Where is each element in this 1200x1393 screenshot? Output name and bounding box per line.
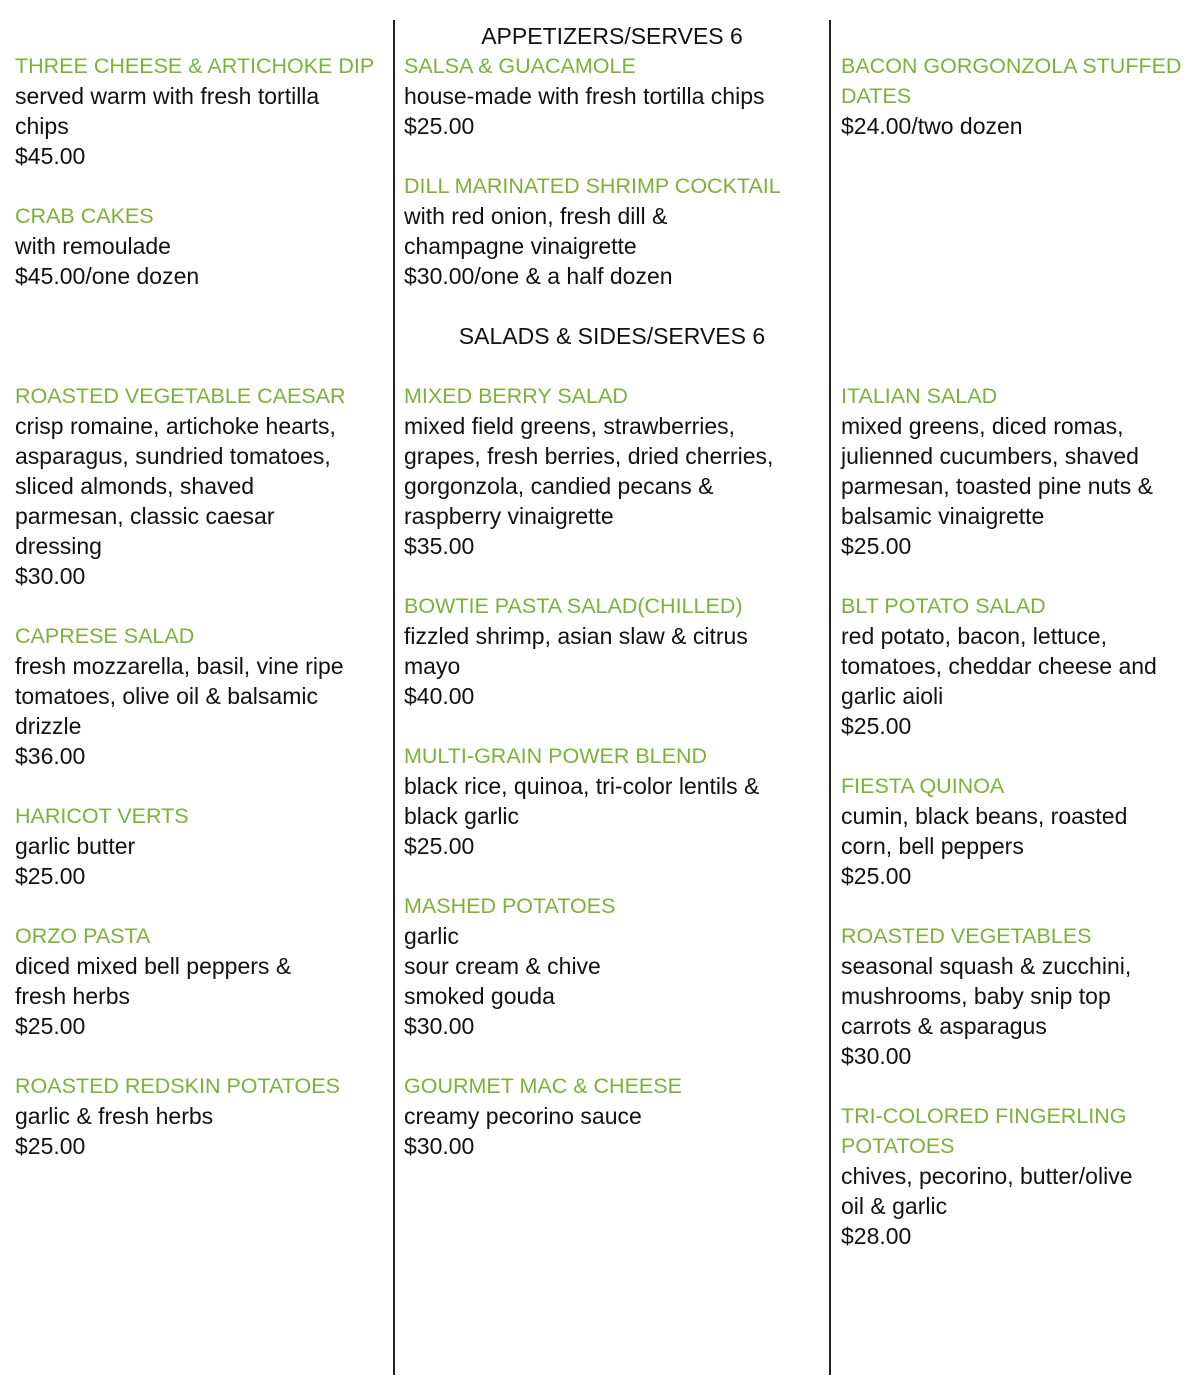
menu-item-description: fresh mozzarella, basil, vine ripe xyxy=(15,653,344,679)
menu-item-name: MIXED BERRY SALAD xyxy=(404,384,628,408)
menu-item xyxy=(841,1101,1193,1251)
menu-item xyxy=(404,741,824,861)
menu-item-name: BOWTIE PASTA SALAD(CHILLED) xyxy=(404,594,743,618)
menu-item-name: FIESTA QUINOA xyxy=(841,774,1005,798)
menu-item-name: BLT POTATO SALAD xyxy=(841,594,1046,618)
menu-item-description: parmesan, toasted pine nuts & xyxy=(841,473,1153,499)
menu-item-name: ORZO PASTA xyxy=(15,924,151,948)
menu-item-description: parmesan, classic caesar xyxy=(15,503,275,529)
menu-item-description: seasonal squash & zucchini, xyxy=(841,953,1132,979)
menu-item-name: ROASTED VEGETABLES xyxy=(841,924,1092,948)
menu-item-description: asparagus, sundried tomatoes, xyxy=(15,443,331,469)
menu-item xyxy=(404,171,824,291)
menu-item xyxy=(15,201,385,291)
appetizers-column-1 xyxy=(15,51,385,321)
appetizers-column-2 xyxy=(404,51,824,321)
appetizers-column-3 xyxy=(841,51,1193,171)
menu-item-price: $28.00 xyxy=(841,1223,912,1249)
menu-item-price: $35.00 xyxy=(404,533,475,559)
salads-column-2 xyxy=(404,381,824,1191)
menu-item-description: oil & garlic xyxy=(841,1193,948,1219)
menu-item xyxy=(404,51,824,141)
menu-item xyxy=(841,921,1193,1071)
menu-item-description: grapes, fresh berries, dried cherries, xyxy=(404,443,774,469)
menu-item-description: garlic butter xyxy=(15,833,136,859)
menu-item xyxy=(841,771,1193,891)
menu-item-description: smoked gouda xyxy=(404,983,555,1009)
menu-item-price: $30.00/one & a half dozen xyxy=(404,263,673,289)
menu-item-description: black garlic xyxy=(404,803,520,829)
menu-item-description: garlic xyxy=(404,923,459,949)
menu-item-description: mixed field greens, strawberries, xyxy=(404,413,736,439)
column-divider-right xyxy=(829,20,831,1375)
menu-item xyxy=(15,1071,385,1161)
menu-item-description: champagne vinaigrette xyxy=(404,233,637,259)
menu-item xyxy=(15,621,385,771)
menu-item-description: balsamic vinaigrette xyxy=(841,503,1045,529)
menu-item-name: MULTI-GRAIN POWER BLEND xyxy=(404,744,708,768)
menu-item-name: CRAB CAKES xyxy=(15,204,154,228)
menu-item-name: ITALIAN SALAD xyxy=(841,384,998,408)
menu-item-description: mixed greens, diced romas, xyxy=(841,413,1124,439)
menu-item-description: mushrooms, baby snip top xyxy=(841,983,1111,1009)
menu-item xyxy=(404,381,824,561)
menu-item-description: sour cream & chive xyxy=(404,953,601,979)
menu-item-description: diced mixed bell peppers & xyxy=(15,953,292,979)
menu-item-description: served warm with fresh tortilla xyxy=(15,83,320,109)
menu-item-description: black rice, quinoa, tri-color lentils & xyxy=(404,773,760,799)
menu-item xyxy=(404,1071,824,1161)
menu-item-description: house-made with fresh tortilla chips xyxy=(404,83,765,109)
menu-item xyxy=(15,801,385,891)
menu-item-description: carrots & asparagus xyxy=(841,1013,1047,1039)
menu-item-description: chives, pecorino, butter/olive xyxy=(841,1163,1133,1189)
menu-item-name: DILL MARINATED SHRIMP COCKTAIL xyxy=(404,174,781,198)
menu-item xyxy=(841,591,1193,741)
menu-item xyxy=(15,51,385,171)
menu-item-name: SALSA & GUACAMOLE xyxy=(404,54,636,78)
menu-item-description: garlic aioli xyxy=(841,683,944,709)
menu-item-price: $24.00/two dozen xyxy=(841,113,1023,139)
column-divider-left xyxy=(393,20,395,1375)
menu-item-description: fizzled shrimp, asian slaw & citrus xyxy=(404,623,748,649)
menu-item-price: $25.00 xyxy=(841,713,912,739)
menu-item-description: creamy pecorino sauce xyxy=(404,1103,642,1129)
menu-item-description: gorgonzola, candied pecans & xyxy=(404,473,714,499)
menu-item-description: raspberry vinaigrette xyxy=(404,503,614,529)
menu-item-description: julienned cucumbers, shaved xyxy=(841,443,1139,469)
menu-item-description: drizzle xyxy=(15,713,82,739)
menu-item-name: DATES xyxy=(841,84,912,108)
menu-item-description: sliced almonds, shaved xyxy=(15,473,255,499)
menu-item-price: $45.00 xyxy=(15,143,86,169)
menu-item xyxy=(841,381,1193,561)
menu-item-description: tomatoes, cheddar cheese and xyxy=(841,653,1157,679)
menu-item-price: $25.00 xyxy=(15,1013,86,1039)
menu-item-description: cumin, black beans, roasted xyxy=(841,803,1128,829)
menu-item-price: $25.00 xyxy=(841,533,912,559)
menu-item-name: MASHED POTATOES xyxy=(404,894,616,918)
menu-item-description: fresh herbs xyxy=(15,983,131,1009)
menu-item xyxy=(15,921,385,1041)
menu-item-price: $25.00 xyxy=(404,113,475,139)
menu-item-price: $25.00 xyxy=(15,1133,86,1159)
menu-item-price: $36.00 xyxy=(15,743,86,769)
salads-column-1 xyxy=(15,381,385,1191)
menu-item-price: $40.00 xyxy=(404,683,475,709)
menu-item-description: dressing xyxy=(15,533,102,559)
section-heading-salads-sides: SALADS & SIDES/SERVES 6 xyxy=(458,323,766,349)
menu-item-price: $25.00 xyxy=(404,833,475,859)
menu-item-description: tomatoes, olive oil & balsamic xyxy=(15,683,318,709)
salads-column-3 xyxy=(841,381,1193,1281)
menu-item-price: $25.00 xyxy=(841,863,912,889)
menu-item-price: $25.00 xyxy=(15,863,86,889)
menu-item-price: $45.00/one dozen xyxy=(15,263,200,289)
menu-item-description: mayo xyxy=(404,653,461,679)
menu-item-name: POTATOES xyxy=(841,1134,955,1158)
menu-item-name: TRI-COLORED FINGERLING xyxy=(841,1104,1127,1128)
menu-item-name: ROASTED VEGETABLE CAESAR xyxy=(15,384,346,408)
menu-item-name: HARICOT VERTS xyxy=(15,804,189,828)
menu-item-price: $30.00 xyxy=(15,563,86,589)
menu-item-name: CAPRESE SALAD xyxy=(15,624,195,648)
menu-item-description: with red onion, fresh dill & xyxy=(404,203,668,229)
menu-item-name: BACON GORGONZOLA STUFFED xyxy=(841,54,1182,78)
menu-item xyxy=(15,381,385,591)
section-heading-appetizers: APPETIZERS/SERVES 6 xyxy=(481,23,743,49)
menu-item-price: $30.00 xyxy=(841,1043,912,1069)
menu-item xyxy=(404,891,824,1041)
menu-item-description: corn, bell peppers xyxy=(841,833,1024,859)
menu-item-description: garlic & fresh herbs xyxy=(15,1103,214,1129)
menu-item-description: red potato, bacon, lettuce, xyxy=(841,623,1107,649)
menu-item-description: chips xyxy=(15,113,69,139)
menu-item-price: $30.00 xyxy=(404,1133,475,1159)
menu-item-name: GOURMET MAC & CHEESE xyxy=(404,1074,682,1098)
menu-item-name: ROASTED REDSKIN POTATOES xyxy=(15,1074,340,1098)
menu-item xyxy=(404,591,824,711)
menu-item-description: crisp romaine, artichoke hearts, xyxy=(15,413,336,439)
menu-item-price: $30.00 xyxy=(404,1013,475,1039)
menu-item xyxy=(841,51,1193,141)
menu-item-description: with remoulade xyxy=(15,233,171,259)
menu-item-name: THREE CHEESE & ARTICHOKE DIP xyxy=(15,54,375,78)
